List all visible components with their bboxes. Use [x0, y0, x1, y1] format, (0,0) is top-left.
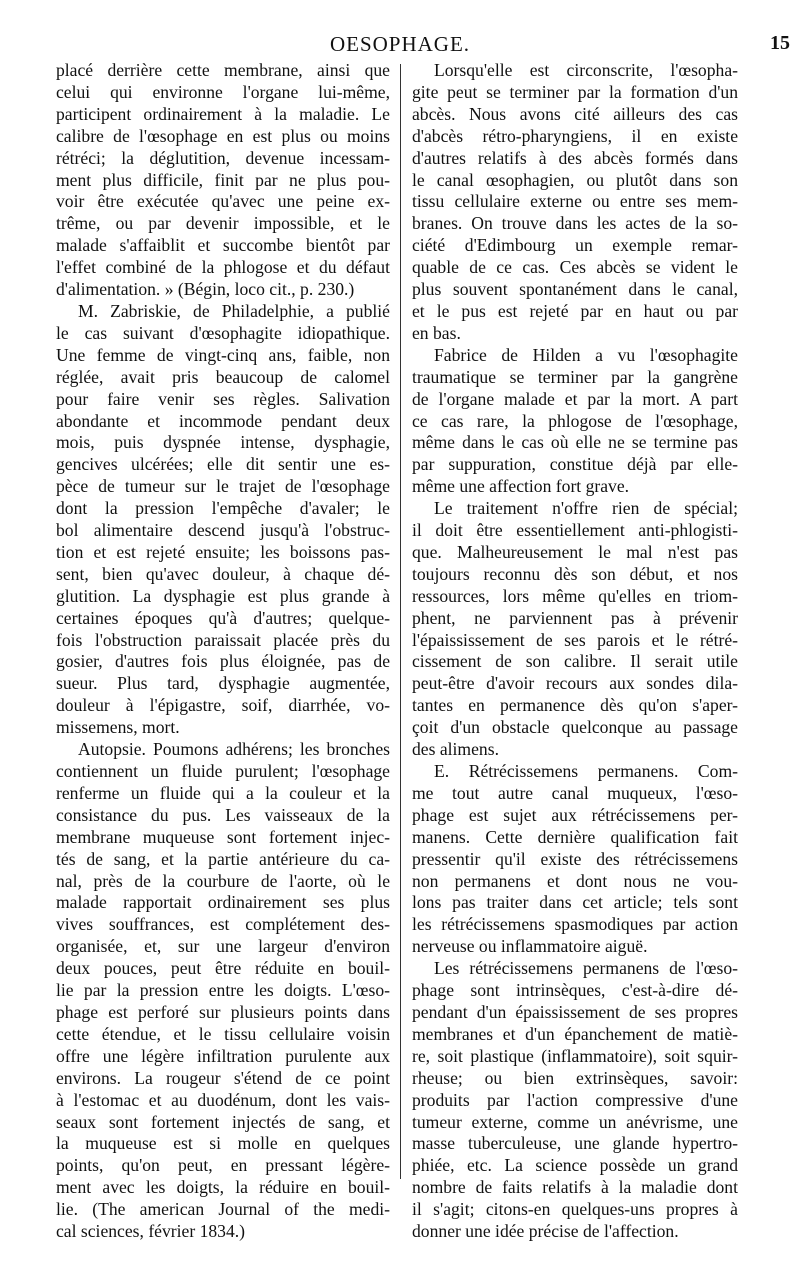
- text-line: phent, ne parviennent pas à prévenir: [412, 607, 738, 628]
- text-line: tion et est rejeté ensuite; les boissons pas-: [56, 541, 390, 562]
- text-line: tés de sang, et la partie antérieure du ca-: [56, 848, 390, 869]
- text-line: ressources, lors même qu'elles en triom-: [412, 585, 738, 606]
- column-divider: [400, 64, 401, 1179]
- text-line: branes. On trouve dans les actes de la so-: [412, 213, 738, 234]
- text-line: par suppuration, constitue déjà par elle-: [412, 454, 738, 475]
- text-line: à l'estomac et au duodénum, dont les vais-: [56, 1089, 390, 1110]
- text-line: rétréci; la déglutition, devenue incessam-: [56, 147, 390, 168]
- text-line: cissement de son calibre. Il serait utile: [412, 651, 738, 672]
- text-line: environs. La rougeur s'étend de ce point: [56, 1067, 390, 1088]
- text-line: ment plus difficile, finit par ne plus pou-: [56, 169, 390, 190]
- text-line: la muqueuse est si molle en quelques: [56, 1133, 390, 1154]
- text-line: peut-être d'avoir recours aux sondes dila-: [412, 673, 738, 694]
- text-line: mois, puis dyspnée intense, dysphagie,: [56, 432, 390, 453]
- text-line: abcès. Nous avons cité ailleurs des cas: [412, 103, 738, 124]
- text-line: donner une idée précise de l'affection.: [412, 1221, 679, 1242]
- text-line: produits par l'action compressive d'une: [412, 1089, 738, 1110]
- text-line: il doit être essentiellement anti-phlogisti-: [412, 520, 738, 541]
- text-line: pressentir qu'il existe des rétrécissemens: [412, 848, 738, 869]
- text-line: malade rapportait ordinairement ses plus: [56, 892, 390, 913]
- text-line: non permanens et dont nous ne vou-: [412, 870, 738, 891]
- text-line: ment avec les doigts, la réduire en bouil-: [56, 1177, 390, 1198]
- text-line: tantes en permanence dès qu'on s'aper-: [412, 695, 738, 716]
- text-line: membrane muqueuse sont fortement injec-: [56, 826, 390, 847]
- text-line: rheuse; ou bien extrinsèques, savoir:: [412, 1067, 738, 1088]
- text-line: glutition. La dysphagie est plus grande à: [56, 585, 390, 606]
- text-line: renferme un fluide qui a la couleur et la: [56, 782, 390, 803]
- text-line: voir être exécutée qu'avec une peine ex-: [56, 191, 390, 212]
- text-line: lie par la pression entre les doigts. L'œso-: [56, 980, 390, 1001]
- text-line: phage est perforé sur plusieurs points dans: [56, 1001, 390, 1022]
- text-line: missemens, mort.: [56, 717, 180, 738]
- text-line: M. Zabriskie, de Philadelphie, a publié: [78, 300, 390, 321]
- text-line: même une affection fort grave.: [412, 476, 630, 497]
- text-line: cal sciences, février 1834.): [56, 1221, 246, 1242]
- text-line: des alimens.: [412, 739, 499, 760]
- left-text-column: [56, 60, 390, 1243]
- text-line: malade s'affaiblit et succombe bientôt par: [56, 235, 390, 256]
- text-line: phage est sujet aux rétrécissemens per-: [412, 804, 738, 825]
- text-line: Autopsie. Poumons adhérens; les bronches: [78, 739, 390, 760]
- text-line: masse tuberculeuse, une glande hypertro-: [412, 1133, 738, 1154]
- text-line: lie. (The american Journal of the medi-: [56, 1199, 390, 1220]
- text-line: nerveuse ou inflammatoire aiguë.: [412, 936, 648, 957]
- text-line: Fabrice de Hilden a vu l'œsophagite: [434, 344, 738, 365]
- text-line: cette étendue, et le tissu cellulaire voisin: [56, 1023, 390, 1044]
- text-line: ciété d'Edimbourg un exemple remar-: [412, 235, 738, 256]
- text-line: dont la pression l'empêche d'avaler; le: [56, 498, 390, 519]
- text-line: lons pas traiter dans cet article; tels sont: [412, 892, 738, 913]
- text-line: phage sont intrinsèques, c'est-à-dire dé-: [412, 980, 738, 1001]
- text-line: gite peut se terminer par la formation d'un: [412, 81, 738, 102]
- text-line: points, qu'on peut, en pressant légère-: [56, 1155, 390, 1176]
- text-line: phiée, etc. La science possède un grand: [412, 1155, 738, 1176]
- text-line: d'autres relatifs à des abcès formés dans: [412, 147, 738, 168]
- text-line: gosier, d'autres fois plus éloignée, pas de: [56, 651, 390, 672]
- text-line: E. Rétrécissemens permanens. Com-: [434, 761, 738, 781]
- text-line: bol alimentaire descend jusqu'à l'obstruc-: [56, 520, 390, 541]
- text-line: l'épaississement de ses parois et le rétré-: [412, 629, 738, 650]
- text-line: certaines époques qu'à d'autres; quelque-: [56, 607, 390, 628]
- text-line: de l'organe malade et par la mort. A part: [412, 388, 738, 409]
- text-line: calibre de l'œsophage en est plus ou moins: [56, 125, 390, 146]
- text-line: abondante et incommode pendant deux: [56, 410, 390, 431]
- text-line: quable de ce cas. Ces abcès se vident le: [412, 257, 738, 278]
- text-line: re, soit plastique (inflammatoire), soit squir-: [412, 1045, 738, 1066]
- text-line: consistance du pus. Les vaisseaux de la: [56, 804, 390, 825]
- text-line: participent ordinairement à la maladie. Le: [56, 103, 390, 124]
- text-line: seaux sont fortement injectés de sang, et: [56, 1111, 390, 1132]
- text-line: douleur à l'épigastre, soif, diarrhée, vo-: [56, 695, 390, 716]
- text-line: me tout autre canal muqueux, l'œso-: [412, 782, 738, 803]
- text-line: pèce de tumeur sur le trajet de l'œsophage: [56, 476, 390, 497]
- text-line: et le pus est rejeté par en haut ou par: [412, 300, 738, 321]
- text-line: en bas.: [412, 322, 461, 343]
- text-line: nal, près de la courbure de l'aorte, où le: [56, 870, 390, 891]
- text-line: pendant d'un épaississement de ses propres: [412, 1001, 738, 1022]
- text-line: nombre de faits relatifs à la maladie dont: [412, 1177, 738, 1198]
- text-line: d'alimentation. » (Bégin, loco cit., p. 230.): [56, 279, 355, 300]
- text-line: plus souvent spontanément dans le canal,: [412, 279, 738, 300]
- text-line: Les rétrécissemens permanens de l'œso-: [434, 958, 738, 979]
- text-line: d'abcès rétro-pharyngiens, il en existe: [412, 125, 738, 146]
- text-line: Une femme de vingt-cinq ans, faible, non: [56, 344, 390, 365]
- text-line: il s'agit; citons-en quelques-uns propres à: [412, 1199, 738, 1220]
- text-line: Lorsqu'elle est circonscrite, l'œsopha-: [434, 60, 738, 80]
- page-number: 15: [770, 32, 790, 54]
- text-line: gencives ulcérées; elle dit sentir une es-: [56, 454, 390, 475]
- text-line: trême, ou par devenir impossible, et le: [56, 213, 390, 234]
- text-line: deux pouces, peut être réduite en bouil-: [56, 958, 390, 979]
- text-line: contiennent un fluide purulent; l'œsophage: [56, 761, 390, 781]
- text-line: organisée, et, sur une largeur d'environ: [56, 936, 390, 957]
- text-line: que. Malheureusement le mal n'est pas: [412, 541, 738, 562]
- text-line: l'effet combiné de la phlogose et du défaut: [56, 257, 390, 278]
- text-line: tumeur externe, comme un anévrisme, une: [412, 1111, 738, 1132]
- text-line: le cas suivant d'œsophagite idiopathique.: [56, 322, 390, 343]
- text-line: pour faire venir ses règles. Salivation: [56, 388, 390, 409]
- text-line: offre une légère infiltration purulente aux: [56, 1045, 390, 1066]
- text-line: tissu cellulaire externe ou entre ses mem-: [412, 191, 738, 212]
- text-line: membranes et d'un épanchement de matiè-: [412, 1023, 738, 1044]
- text-line: les rétrécissemens spasmodiques par action: [412, 914, 738, 935]
- text-line: ce cas rare, la phlogose de l'œsophage,: [412, 410, 738, 431]
- running-title: OESOPHAGE.: [329, 32, 471, 56]
- text-line: le canal œsophagien, ou plutôt dans son: [412, 169, 738, 190]
- text-line: traumatique se terminer par la gangrène: [412, 366, 738, 387]
- text-line: réglée, avait pris beaucoup de calomel: [56, 366, 390, 387]
- text-line: çoit d'un obstacle quelconque au passage: [412, 717, 738, 738]
- text-line: même dans le cas où elle ne se termine pas: [412, 432, 738, 453]
- text-line: sueur. Plus tard, dysphagie augmentée,: [56, 673, 390, 694]
- text-line: sent, bien qu'avec douleur, à chaque dé-: [56, 563, 390, 584]
- right-text-column: [412, 60, 738, 1243]
- text-line: fois l'obstruction paraissait placée près du: [56, 629, 390, 650]
- text-line: vives souffrances, est complétement des-: [56, 914, 390, 935]
- text-line: celui qui environne l'organe lui-même,: [56, 81, 390, 102]
- text-line: Le traitement n'offre rien de spécial;: [434, 498, 738, 519]
- text-line: toujours reconnu dès son début, et nos: [412, 563, 738, 584]
- text-line: placé derrière cette membrane, ainsi que: [56, 60, 390, 80]
- text-line: manens. Cette dernière qualification fait: [412, 826, 738, 847]
